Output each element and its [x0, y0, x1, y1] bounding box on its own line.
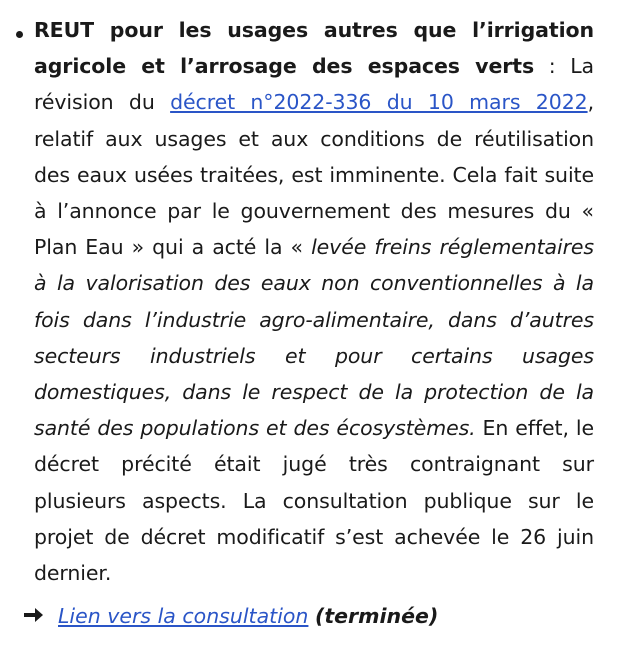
- bullet-title: REUT pour les usages autres que l’irrigation agricole et l’arrosage des espaces verts: [34, 18, 594, 79]
- consultation-link-row: [24, 598, 438, 634]
- bullet-paragraph: [34, 12, 594, 591]
- bullet-icon: [16, 31, 23, 38]
- text-end: En effet, le décret précité était jugé très contraignant sur plusieurs aspects. La consultation publique sur le projet de décret modificatif s’est achevée le 26 juin dernier.: [34, 416, 594, 586]
- arrow-right-icon: [24, 607, 44, 623]
- quoted-text: levée freins réglementaires à la valorisation des eaux non conventionnelles à la fois dans l’industrie agro-alimentaire, dans d’autres secteurs industriels et pour certains usages domestiques, dans le respect de la protection de la santé des populations et des écosystèmes.: [34, 235, 595, 441]
- decree-link[interactable]: décret n°2022-336 du 10 mars 2022: [170, 90, 588, 115]
- text-after-link: , relatif aux usages et aux conditions de réutilisation des eaux usées traitées, est imminente. Cela fait suite à l’annonce par le gouvernement des mesures du « Plan Eau » qui a acté la «: [34, 90, 594, 260]
- title-colon: :: [534, 54, 571, 79]
- consultation-status: (terminée): [314, 604, 439, 628]
- consultation-link[interactable]: Lien vers la consultation: [58, 604, 309, 628]
- text-before-link: La révision du: [34, 54, 595, 115]
